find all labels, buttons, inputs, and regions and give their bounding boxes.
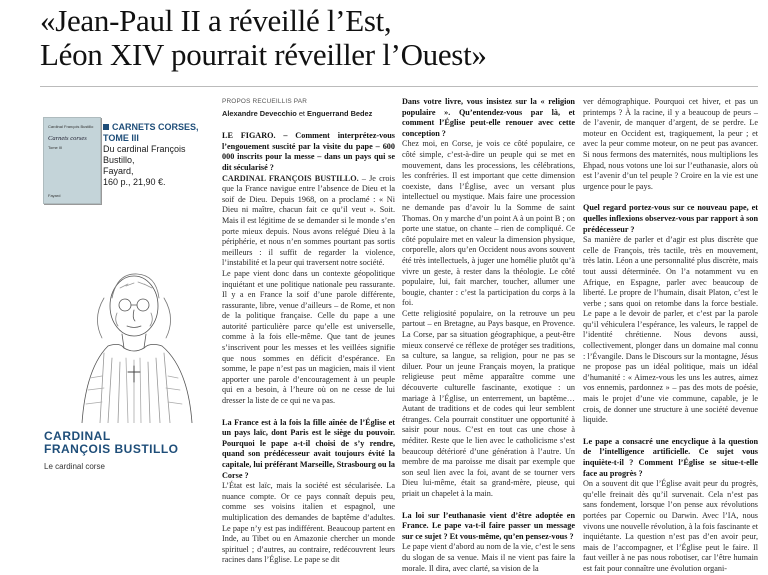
answer: CARDINAL FRANÇOIS BUSTILLO. – Je crois que la France navigue entre l’absence de Dieu et la soif de Dieu. Depuis 1968, on a proclamé : « Ni Dieu ni maître, chacun fait ce qu’il veut ». Soit. Mais il est légitime de se demander si le monde s’en porte mieux depuis. Nous avons relégué Dieu à la périphérie, et nous n’en sommes pourtant pas sortis meilleurs : il suffit de regarder la violence, l’instabilité et la peur qui traversent notre société. xyxy=(222,173,395,268)
answer-speaker: CARDINAL FRANÇOIS BUSTILLO. xyxy=(222,173,359,183)
headline-line-2: Léon XIV pourrait réveiller l’Ouest» xyxy=(40,37,487,72)
question: Le pape a consacré une encyclique à la question de l’intelligence artificielle. Ce sujet vous inquiète-t-il ? Comment l’Église se situe-t-elle face au progrès ? xyxy=(583,436,758,478)
book-cover-title: Carnets corses xyxy=(48,135,87,142)
book-cover xyxy=(43,117,101,204)
book-info-price: 160 p., 21,90 €. xyxy=(103,177,166,187)
answer: L’État est laïc, mais la société est sécularisée. La nuance compte. Or ce pays connaît depuis peu, comme ses voisins italien et espagnol, une multiplication des demandes de baptême d’adultes. Le pape n’y est pas indifférent. Beaucoup partent en Inde, au Tibet ou en Amazonie chercher un monde spirituel ; d’autres, au contraire, redécouvrent leurs racines dans l’Église. Le pape se dit xyxy=(222,481,395,565)
book-cover-tome: Tome III xyxy=(48,145,63,150)
question: La France est à la fois la fille aînée de l’Église et un pays laïc, dont Paris est le siège du pouvoir. Pourquoi le pape a-t-il choisi de s’y rendre, quand son prédécesseur avait toujours évité la capitale, lui préférant Marseille, Strasbourg ou la Corse ? xyxy=(222,417,395,480)
header-rule xyxy=(40,86,758,87)
book-info-title-line: CARNETS CORSES, xyxy=(103,122,213,133)
book-info-publisher: Fayard, xyxy=(103,166,134,176)
question: Dans votre livre, vous insistez sur la « religion populaire ». Qu’entendez-vous par là, et comment l’Église peut-elle renouer avec cette conception ? xyxy=(402,97,575,138)
answer: ver démographique. Pourquoi cet hiver, et pas un printemps ? À la racine, il y a beaucoup de peurs – de l’avenir, de manquer d’argent, de se perdre. Le moteur en Occident est, tragiquement, la peur ; et avec la peur comme moteur, on ne peut pas avancer. Si nous fermons des maternités, nous multiplions les Ehpad, nous votons une loi sur l’euthanasie, alors où est l’avenir d’un tel peuple ? Croire en la vie est une urgence pour le pays. xyxy=(583,97,758,191)
byline-kicker: PROPOS RECUEILLIS PAR xyxy=(222,98,308,105)
headline xyxy=(40,4,760,72)
article-column-1 xyxy=(222,97,395,566)
question: LE FIGARO. – Comment interprétez-vous l’engouement suscité par la visite du pape – 600 000 inscrits pour la messe – dans un pays qui se dit sécularisé ? xyxy=(222,131,395,172)
portrait-sketch xyxy=(42,258,212,423)
answer: Le pape vient donc dans un contexte géopolitique inquiétant et une politique nationale peu rassurante. Il y a en France la soif d’une parole différente, rassurante, libre, venue d’ailleurs – de Rome, et non de la politique française. Celle du pape a une autorité particulière parce qu’elle est universelle, comme à la fois elle-même. Que tant de jeunes s’inscrivent pour les messes et les veillées signifie que nous sommes en déficit d’espérance. En somme, le pape n’est pas un magicien, mais il vient apporter une parole d’encouragement à un peuple qui en a besoin, à l’heure où on ne cesse de lui dresser la liste de ce qui ne va pas. xyxy=(222,268,395,406)
answer: Sa manière de parler et d’agir est plus discrète que celle de François, très tactile, très en mouvement, très latin. Léon a une personnalité plus discrète, mais tout aussi déterminée. On l’a notamment vu en Afrique, en Espagne, parler avec beaucoup de liberté. Le propre de l’humain, disait Platon, c’est le verbe ; sans quoi on retombe dans la force bestiale. Le pape a le devoir de parler, et c’est par la parole qu’il véhiculera l’espérance, les valeurs, le rappel de l’identité chrétienne. Nous devons aussi, collectivement, plonger dans un domaine mal connu : l’Évangile. Dans le Discours sur la montagne, Jésus ne propose pas un idéal politique, mais un idéal d’humanité : « Aimez-vous les uns les autres, aimez vos ennemis, pardonnez » – pas des mots de poésie, mais le projet d’une vie commune, capable, je le crois, de donner une structure à une société devenue liquide. xyxy=(583,235,758,425)
book-cover-author: Cardinal François Bustillo xyxy=(48,124,94,129)
book-cover-publisher: Fayard xyxy=(48,193,61,198)
byline-author-2: Enguerrand Bedez xyxy=(307,108,373,118)
article-column-3 xyxy=(583,97,758,575)
book-info-author-2: Bustillo, xyxy=(103,155,135,165)
headline-line-1: «Jean-Paul II a réveillé l’Est, xyxy=(40,3,392,38)
answer: Le pape vient d’abord au nom de la vie, c’est le sens du slogan de sa venue. Mais il ne vient pas faire la morale. Il dira, avec clarté, sa vision de la xyxy=(402,542,575,573)
question: La loi sur l’euthanasie vient d’être adoptée en France. Le pape va-t-il faire passer un message sur ce sujet ? Et vous-même, qu’en pensez-vous ? xyxy=(402,510,575,541)
caption-line-1: CARDINAL xyxy=(44,429,111,443)
book-info xyxy=(103,122,213,188)
portrait-caption xyxy=(44,430,179,456)
byline: Alexandre Devecchio et Enguerrand Bedez xyxy=(222,108,373,118)
answer: Chez moi, en Corse, je vois ce côté populaire, ce côté simple, c’est-à-dire un peuple qui se met en mouvement, dans les processions, les célébrations, les confréries. Il est important que cette dimension coexiste, dans l’Église, avec un versant plus intellectuel ou mystique. Mais faire une procession ne demande pas d’avoir lu la Somme de saint Thomas. On y marche d’un point A à un point B ; on porte une statue, on chante – rien de compliqué. Ce côté populaire met en valeur la dimension physique, corporelle, alors qu’en Occident nous avons souvent été très intellectuels, à juger une homélie plutôt qu’à vivre un geste, à rester dans la théologie. Le côté populaire, lui, fait marcher, toucher, allumer une bougie, chanter : c’est la participation du corps à la foi. xyxy=(402,139,575,308)
byline-author-1: Alexandre Devecchio xyxy=(222,108,297,118)
caption-subtitle: Le cardinal corse xyxy=(44,462,105,471)
question: Quel regard portez-vous sur ce nouveau pape, et quelles inflexions observez-vous par rapport à son prédécesseur ? xyxy=(583,203,758,234)
article-column-2 xyxy=(402,97,575,574)
caption-line-2: FRANÇOIS BUSTILLO xyxy=(44,442,179,456)
square-bullet-icon xyxy=(103,124,109,130)
answer: Cette religiosité populaire, on la retrouve un peu partout – en Bretagne, au Pays basque, en Provence. La Corse, par sa situation géographique, a peut-être mieux conservé ce réflexe de protéger ses traditions, sa culture, sa langue, sa religion, pour ne pas se diluer. Pour un jeune Français moyen, la pratique religieuse peut même apparaître comme une découverte culturelle fascinante, exotique : un mariage à l’Église, un enterrement, un baptême… Autant de traditions et de codes qui leur semblent étranges. Cela pourrait constituer une opportunité à saisir pour nous. C’est en tout cas une chose à méditer. Reste que le lien avec le catholicisme s’est beaucoup détérioré d’une génération à l’autre. Un membre de ma paroisse me disait par exemple que son seul lien avec la foi, avant de se tourner vers Dieu lui-même, était sa grand-mère, pieuse, qui priait un chapelet à la main. xyxy=(402,308,575,498)
answer: On a souvent dit que l’Église avait peur du progrès, qu’elle freinait dès qu’il survenait. Cela n’est pas sans fondement, lorsque l’on pense aux révolutions portées par Copernic ou Darwin. Avec l’IA, nous vivons une nouvelle révolution, à la fois fascinante et inquiétante. La question n’est pas d’en avoir peur, mais de l’accompagner, et l’Église peut le faire. Il faut veiller à ne pas nous robotiser, car l’être humain est fait pour connaître une évolution organi- xyxy=(583,479,758,573)
book-info-author-1: Du cardinal François xyxy=(103,144,186,154)
book-info-tome: TOME III xyxy=(103,133,139,143)
